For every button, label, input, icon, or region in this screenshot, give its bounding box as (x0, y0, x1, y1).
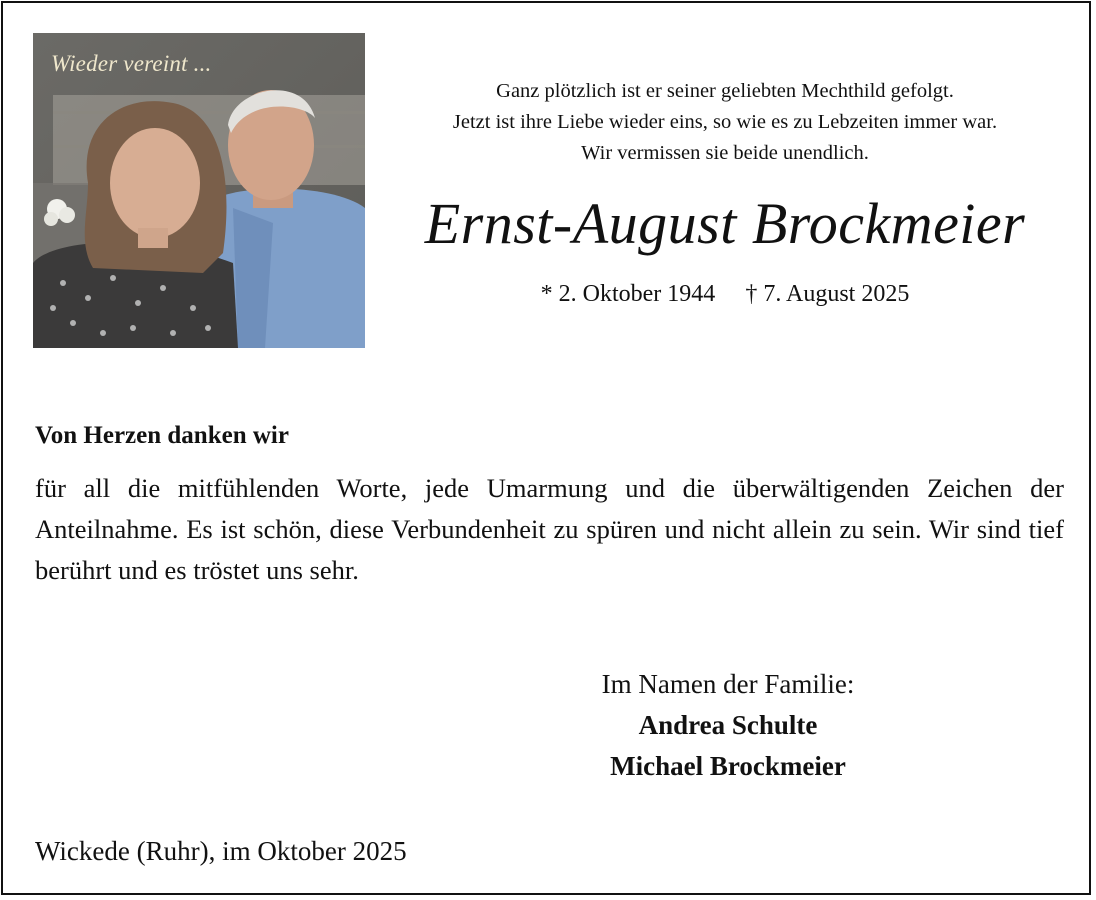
signature-block (470, 664, 986, 787)
signature-label: Im Namen der Familie: (601, 669, 855, 699)
intro-line: Jetzt ist ihre Liebe wieder eins, so wie es zu Lebzeiten immer war. (452, 111, 998, 133)
signature-name: Michael Brockmeier (610, 751, 846, 781)
thanks-heading: Von Herzen danken wir (35, 422, 289, 449)
intro-text (372, 76, 1078, 169)
life-dates (372, 281, 1078, 308)
death-date: † 7. August 2025 (745, 281, 910, 307)
thanks-body: für all die mitfühlenden Worte, jede Umarmung und die überwältigenden Zeichen der Anteilnahme. Es ist schön, diese Verbundenheit zu spüren und nicht allein zu sein. Wir sind tief berührt und es tröstet uns sehr. (35, 473, 1064, 585)
deceased-name: Ernst-August Brockmeier (424, 191, 1026, 256)
couple-photo-illustration (33, 33, 365, 348)
couple-photo (33, 33, 365, 348)
photo-caption: Wieder vereint ... (51, 51, 212, 76)
signature-name: Andrea Schulte (638, 710, 818, 740)
intro-line: Ganz plötzlich ist er seiner geliebten Mechthild gefolgt. (496, 80, 954, 102)
intro-line: Wir vermissen sie beide unendlich. (581, 142, 869, 164)
place-date: Wickede (Ruhr), im Oktober 2025 (35, 836, 407, 866)
birth-date: * 2. Oktober 1944 (540, 281, 716, 307)
